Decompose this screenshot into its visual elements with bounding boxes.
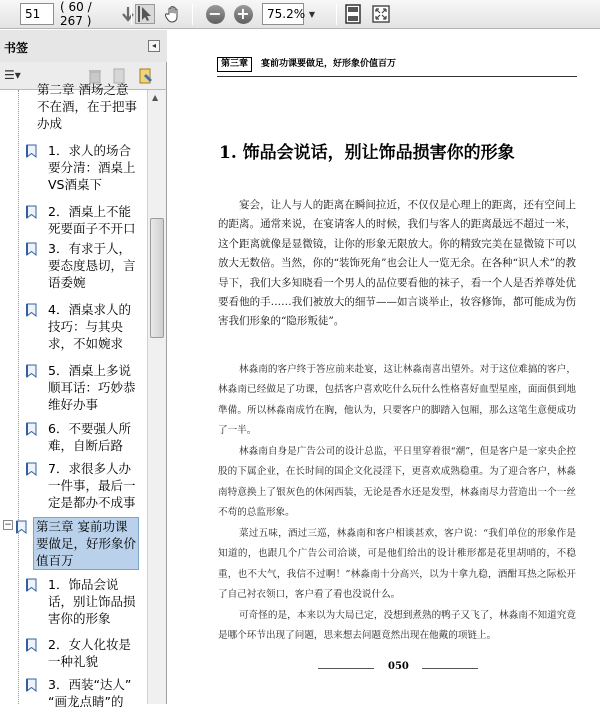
hand-tool-icon[interactable] [162,4,184,24]
prev-page-icon[interactable] [120,4,136,24]
bookmarks-panel [0,30,167,709]
chapter-label: 第三章 [217,57,252,72]
bookmark-item[interactable]: 2．酒桌上不能 死要面子不开口 [0,203,147,241]
page-number-value: 51 [25,7,41,21]
bookmarks-panel-header [0,30,167,62]
bookmark-icon [26,578,37,592]
bookmark-item[interactable]: 3．有求于人， 要态度恳切，言 语委婉 [0,240,147,296]
collapse-panel-button[interactable]: ◂ [148,40,160,52]
scroll-up-icon[interactable]: ▲ [152,93,159,102]
bookmark-icon [26,242,37,256]
paragraph: 菜过五味，酒过三巡，林淼南和客户相谈甚欢，客户说：“我们单位的形象作是知道的，也跟几个广告公司洽谈，可是他们给出的设计稚形都是花里胡哨的，不稳重，也不大气，我信不过啊！”林淼南十分高兴，以为十拿九稳，酒酣耳热之际松开了自己衬衣领口，客户看了看也没说什么。 [218,528,576,601]
scrollbar-thumb[interactable] [150,218,164,338]
zoom-dropdown-chevron-down-icon[interactable]: ▼ [308,9,316,19]
bookmark-icon [26,678,37,692]
page-number: 050 [388,661,409,672]
zoom-out-icon[interactable]: − [204,4,226,24]
paragraph: 林淼南自身是广告公司的设计总监，平日里穿着很“潮”，但是客户是一家央企控股的下属企业，在长时间的国企文化浸淫下，更喜欢成熟稳重。为了迎合客户，林淼南特意换上了银灰色的休闲西装，无论是香水还是发型，林淼南尽力营造出一个一丝不苟的总监形象。 [218,446,576,519]
bookmark-item[interactable]: 3．西装“达人” “画龙点睛”的 [0,676,147,716]
page-number-input[interactable] [20,3,54,25]
options-menu-icon[interactable]: ☰▾ [4,68,21,82]
bookmarks-scrollbar[interactable] [147,90,166,704]
bookmark-icon [26,422,37,436]
paragraph: 可奇怪的是，本来以为大局已定，没想到煮熟的鸭子又飞了，林淼南不知道究竟是哪个环节出现了问题，思来想去问题竟然出现在他戴的项链上。 [218,610,576,642]
bookmark-item[interactable]: 1．求人的场合 要分清：酒桌上 VS酒桌下 [0,142,147,198]
bookmark-icon [26,462,37,476]
bookmark-item[interactable]: 第二章 酒场之意 不在酒，在于把事 办成 [37,82,138,131]
chapter-subtitle: 宴前功课要做足，好形象价值百万 [261,59,397,69]
bookmark-icon [26,303,37,317]
full-screen-icon[interactable] [370,4,392,24]
bookmark-item-selected[interactable]: − 第三章 宴前功课 要做足，好形象价 值百万 [4,519,137,568]
zoom-input[interactable] [262,3,304,25]
section-title: 1. 饰品会说话，别让饰品损害你的形象 [219,143,515,163]
bookmarks-tree[interactable] [0,82,147,709]
bookmark-item[interactable]: 5．酒桌上多说 顺耳话：巧妙恭 维好办事 [0,362,147,418]
bookmark-item[interactable]: 7．求很多人办 一件事，最后一 定是都办不成事 [0,460,147,516]
bookmark-icon [16,520,27,534]
zoom-value: 75.2% [267,7,306,21]
bookmarks-panel-title: 书签 [4,41,29,55]
page-footer [318,661,488,675]
document-view[interactable] [168,30,600,704]
running-header [217,57,577,77]
bookmark-icon [26,638,37,652]
bookmark-icon [26,205,37,219]
bookmark-icon [26,364,37,378]
paragraph: 宴会，让人与人的距离在瞬间拉近，不仅仅是心理上的距离，还有空间上的距离。通常来说，在宴请客人的时候，我们与客人的距离最远不超过一米，这个距离就像是显微镜，让你的形象无限放大。你的精致完美在显微镜下可以放大无数倍。当然，你的“装饰死角”也会让人一览无余。在各种“识人术”的教导下，我们大多知晓看一个男人的品位要看他的袜子，看一个人是否养尊处优要看他的手……我们被放大的细节——如言谈举止，妆容修饰，都可能成为伤害我们形象的“隐形叛徒”。 [218,199,576,328]
toolbar [0,0,600,29]
expand-toggle-icon[interactable]: − [4,520,12,530]
bookmark-icon [26,144,37,158]
page-count-label: ( 60 / 267 ) [60,0,92,28]
fit-page-icon[interactable] [342,4,364,24]
select-tool-icon[interactable] [135,4,155,24]
bookmark-item[interactable]: 6．不要强人所 难，自断后路 [0,420,147,458]
paragraph: 林淼南的客户终于答应前来赴宴，这让林淼南喜出望外。对于这位难搞的客户，林淼南已经做足了功课，包括客户喜欢吃什么玩什么性格喜好血型星座，面面俱到地準備。所以林淼南成竹在胸，他认为，只要客户的脚踏入包厢，那么这笔生意便成功了一半。 [218,364,576,437]
bookmark-item[interactable]: 4．酒桌求人的 技巧：与其央 求，不如婉求 [0,301,147,357]
bookmark-item[interactable]: 2．女人化妆是 一种礼貌 [0,636,147,674]
zoom-in-icon[interactable]: + [232,4,254,24]
bookmark-item[interactable]: 1．饰品会说 话，别让饰品损 害你的形象 [0,576,147,632]
